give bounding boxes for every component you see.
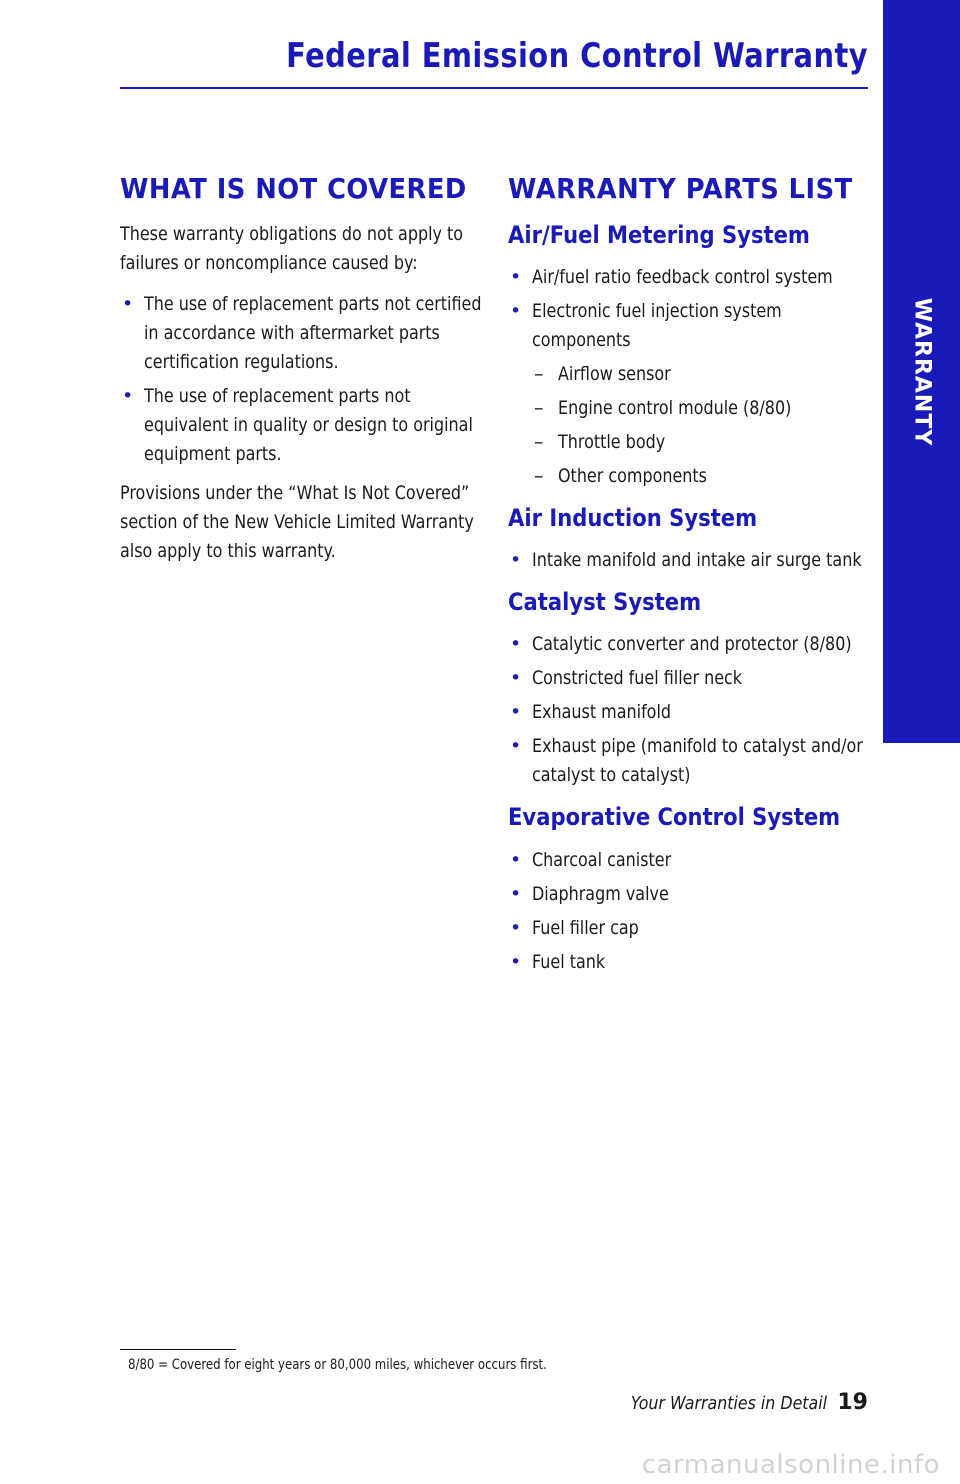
bullet-icon: • bbox=[510, 633, 522, 656]
list-item: • Fuel filler cap bbox=[508, 914, 873, 943]
footer-label: Your Warranties in Detail bbox=[631, 1393, 828, 1414]
left-column bbox=[120, 170, 485, 578]
list-item: • Fuel tank bbox=[508, 948, 873, 977]
list-item: • Intake manifold and intake air surge tank bbox=[508, 546, 873, 575]
footnote-rule bbox=[120, 1349, 236, 1350]
section-title: Evaporative Control System bbox=[508, 803, 841, 832]
section-list bbox=[508, 546, 873, 575]
dash-icon: – bbox=[534, 464, 544, 487]
page-title: Federal Emission Control Warranty bbox=[286, 36, 868, 76]
not-covered-closing: Provisions under the “What Is Not Covered” section of the New Vehicle Limited Warranty also apply to this warranty. bbox=[120, 481, 474, 562]
bullet-icon: • bbox=[510, 549, 522, 572]
not-covered-list bbox=[120, 290, 485, 469]
bullet-icon: • bbox=[510, 735, 522, 758]
sub-list-item: – Airflow sensor bbox=[508, 360, 873, 389]
section-list bbox=[508, 846, 873, 977]
dash-icon: – bbox=[534, 396, 544, 419]
bullet-icon: • bbox=[510, 916, 522, 939]
sub-list-item: – Engine control module (8/80) bbox=[508, 394, 873, 423]
section-title: Air/Fuel Metering System bbox=[508, 220, 810, 249]
section-list bbox=[508, 630, 873, 790]
side-tab bbox=[883, 0, 960, 743]
title-rule bbox=[120, 87, 868, 89]
list-item: • Charcoal canister bbox=[508, 846, 873, 875]
list-item: • The use of replacement parts not equivalent in quality or design to original equipment parts. bbox=[120, 382, 485, 469]
page-number: 19 bbox=[837, 1390, 868, 1415]
bullet-icon: • bbox=[122, 292, 134, 315]
list-item: • Exhaust pipe (manifold to catalyst and/or catalyst to catalyst) bbox=[508, 732, 873, 790]
dash-icon: – bbox=[534, 430, 544, 453]
section-title: Air Induction System bbox=[508, 503, 758, 532]
page-footer bbox=[604, 1390, 868, 1415]
sub-list-item: – Throttle body bbox=[508, 428, 873, 457]
list-item: • The use of replacement parts not certified in accordance with aftermarket parts certification regulations. bbox=[120, 290, 485, 377]
list-item: • Constricted fuel filler neck bbox=[508, 664, 873, 693]
sub-list-item: – Other components bbox=[508, 462, 873, 491]
bullet-icon: • bbox=[510, 299, 522, 322]
bullet-icon: • bbox=[510, 848, 522, 871]
bullet-icon: • bbox=[510, 882, 522, 905]
not-covered-heading: WHAT IS NOT COVERED bbox=[120, 172, 467, 205]
list-item: • Catalytic converter and protector (8/80) bbox=[508, 630, 873, 659]
bullet-icon: • bbox=[510, 667, 522, 690]
list-item: • Electronic fuel injection system components bbox=[508, 297, 873, 355]
watermark: carmanualsonline.info bbox=[641, 1450, 940, 1480]
bullet-icon: • bbox=[510, 950, 522, 973]
dash-icon: – bbox=[534, 362, 544, 385]
bullet-icon: • bbox=[510, 701, 522, 724]
list-item: • Diaphragm valve bbox=[508, 880, 873, 909]
footnote: 8/80 = Covered for eight years or 80,000 miles, whichever occurs first. bbox=[128, 1357, 547, 1373]
side-tab-label: WARRANTY bbox=[909, 297, 934, 447]
list-item: • Exhaust manifold bbox=[508, 698, 873, 727]
not-covered-intro: These warranty obligations do not apply to failures or noncompliance caused by: bbox=[120, 222, 464, 274]
section-title: Catalyst System bbox=[508, 588, 702, 617]
parts-list-heading: WARRANTY PARTS LIST bbox=[508, 172, 853, 205]
right-column bbox=[508, 170, 873, 987]
bullet-icon: • bbox=[122, 384, 134, 407]
section-list bbox=[508, 263, 873, 491]
list-item: • Air/fuel ratio feedback control system bbox=[508, 263, 873, 292]
bullet-icon: • bbox=[510, 265, 522, 288]
